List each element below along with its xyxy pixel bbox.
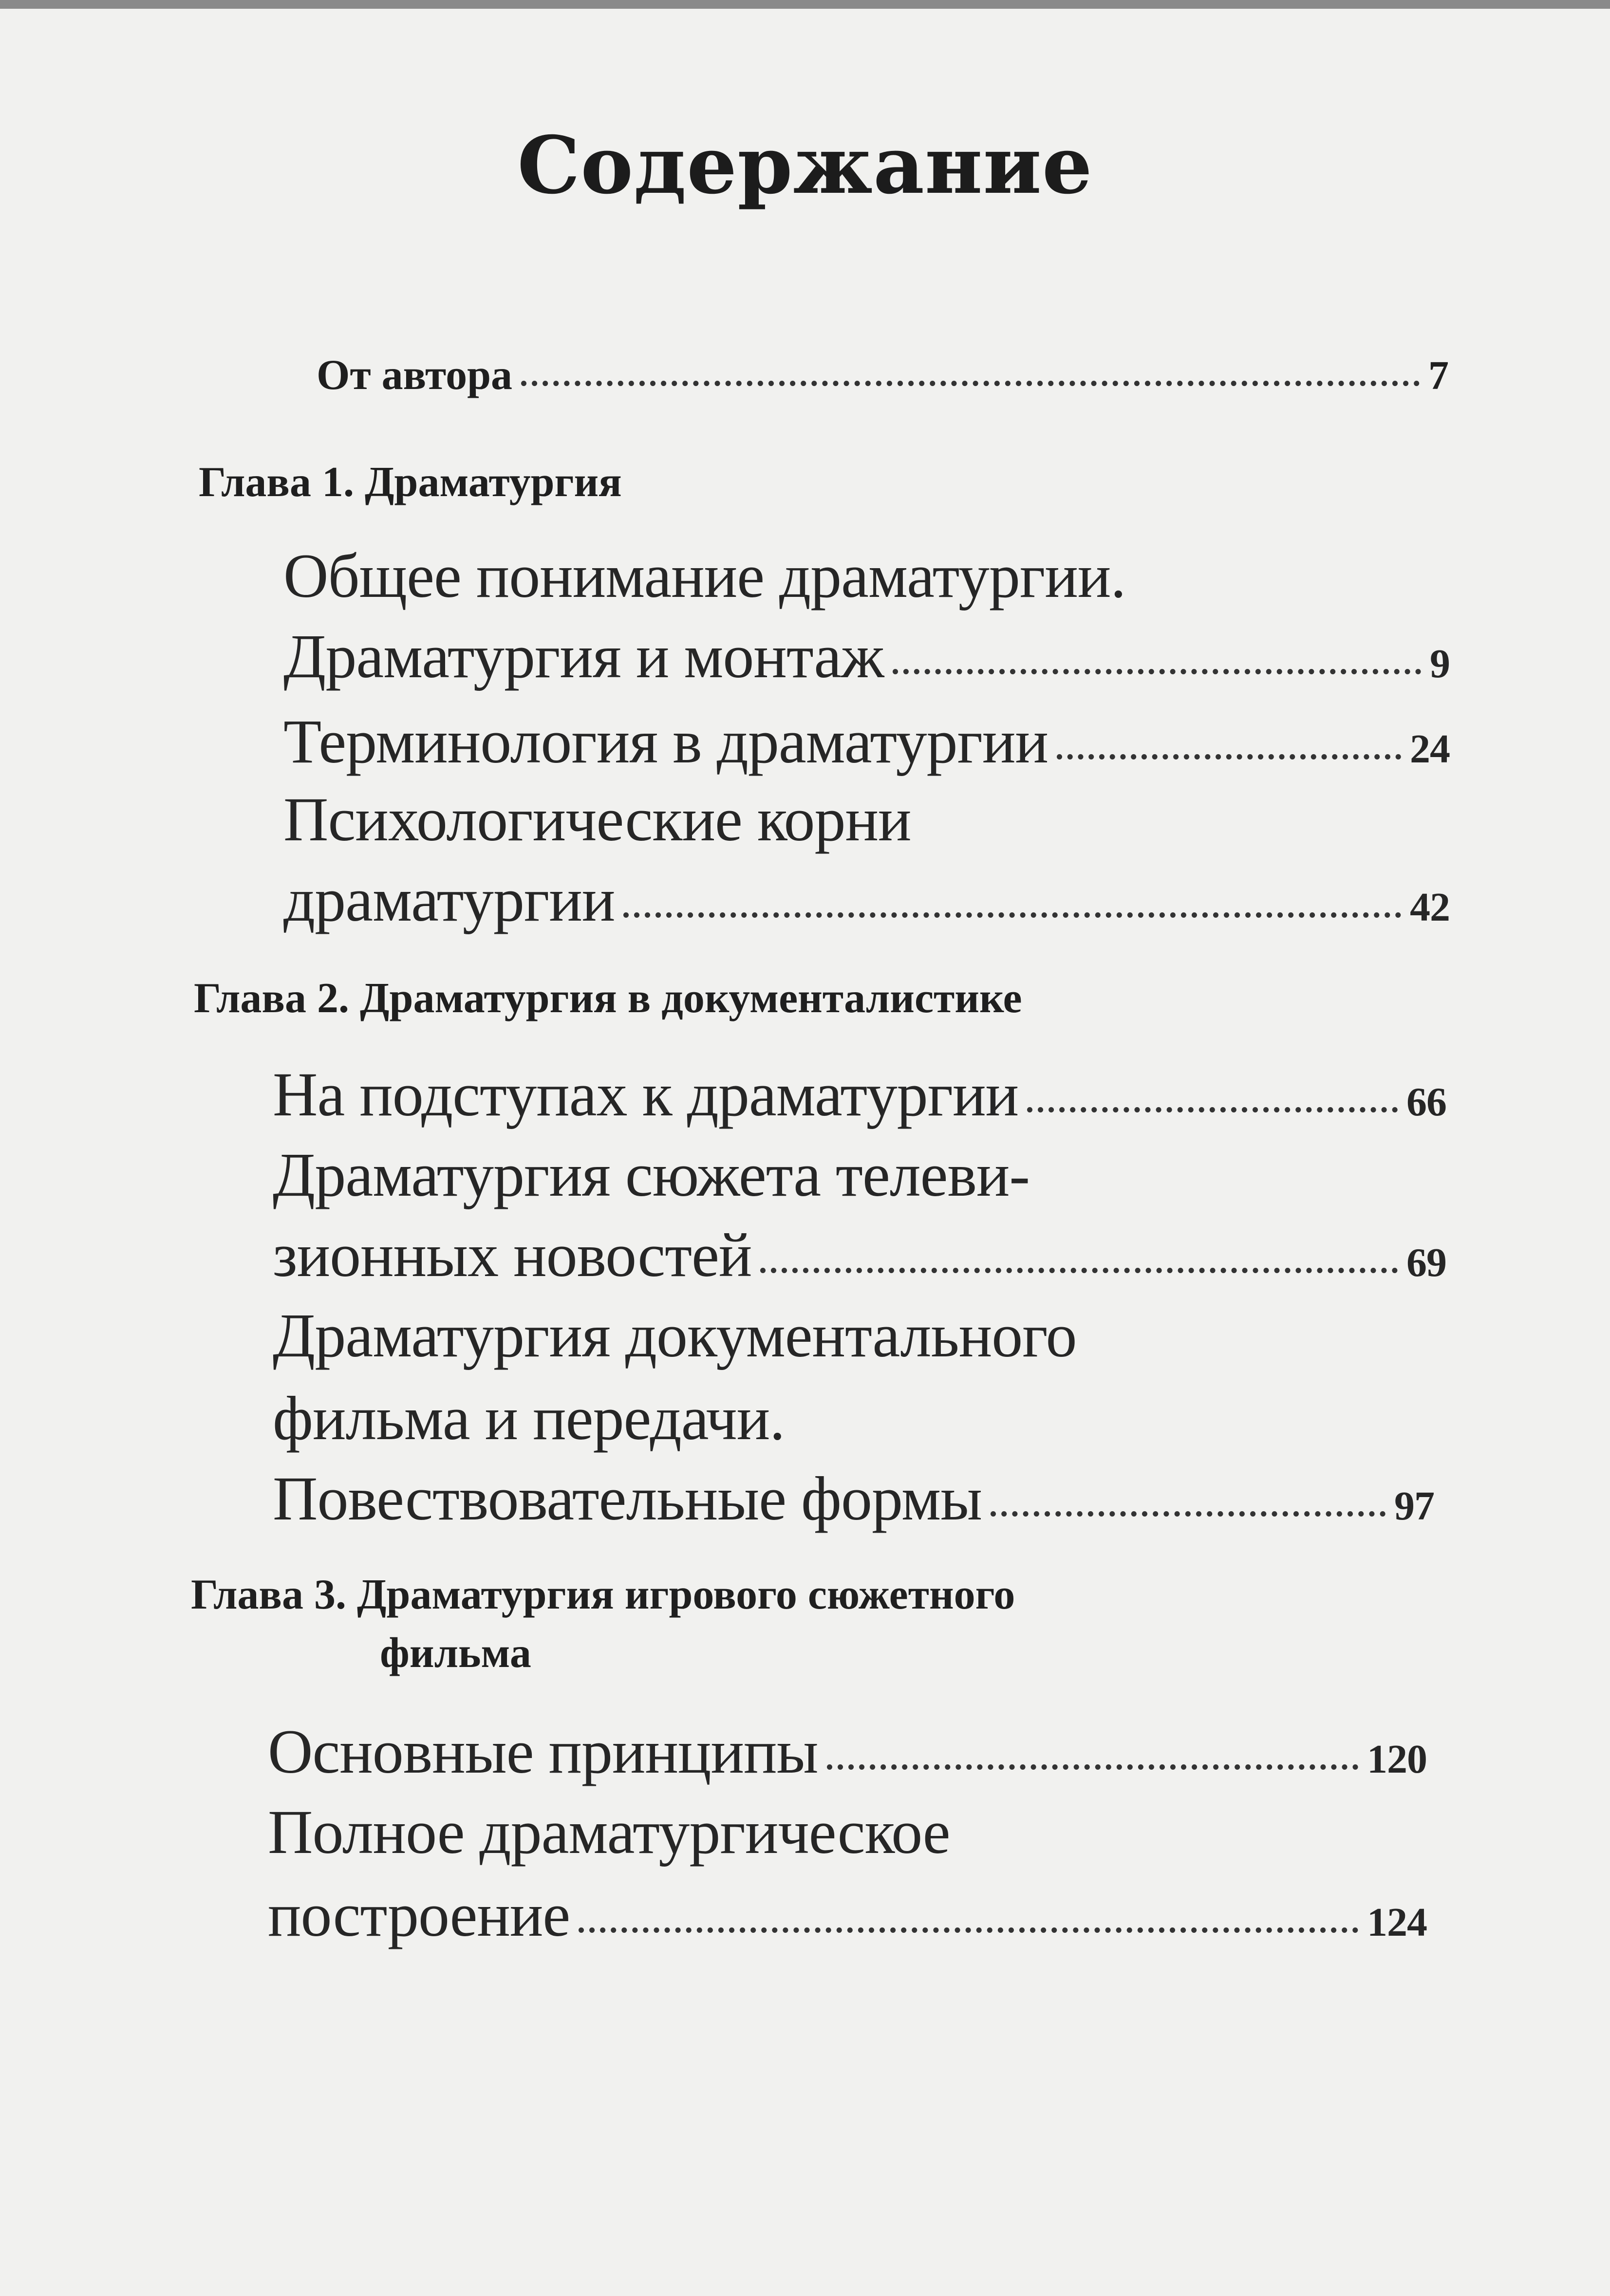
toc-entry-line: фильма и передачи. — [273, 1384, 785, 1453]
toc-entry-label: Терминология в драматургии — [283, 707, 1048, 776]
toc-leader-dots — [623, 912, 1401, 918]
toc-entry-label: зионных новостей — [273, 1221, 752, 1290]
toc-entry-psych-roots[interactable] — [283, 864, 1450, 936]
toc-page-number: 124 — [1367, 1900, 1427, 1945]
chapter-heading-3-cont: фильма — [380, 1629, 531, 1677]
toc-leader-dots — [579, 1927, 1358, 1933]
toc-entry-preface[interactable] — [317, 351, 1449, 400]
chapter-heading-3: Глава 3. Драматургия игрового сюжетного — [191, 1571, 1015, 1618]
toc-page-number: 120 — [1367, 1737, 1427, 1782]
toc-page-number: 7 — [1428, 353, 1449, 398]
toc-entry-line: Драматургия сюжета телеви- — [273, 1140, 1030, 1209]
toc-page-number: 42 — [1410, 885, 1450, 930]
toc-page-number: 24 — [1410, 726, 1450, 772]
toc-page-number: 97 — [1394, 1483, 1434, 1529]
toc-entry-label: Повествовательные формы — [273, 1464, 982, 1533]
toc-entry-line: Драматургия документального — [273, 1301, 1077, 1370]
chapter-heading-2: Глава 2. Драматургия в документалистике — [194, 975, 1022, 1022]
toc-entry-line: Общее понимание драматургии. — [283, 541, 1126, 611]
toc-leader-dots — [521, 381, 1420, 386]
toc-entry-label: драматургии — [283, 865, 615, 934]
toc-entry-label: Драматургия и монтаж — [283, 622, 884, 691]
toc-entry-approaches[interactable] — [273, 1059, 1446, 1130]
toc-entry-line: Полное драматургическое — [268, 1797, 950, 1867]
toc-leader-dots — [760, 1268, 1398, 1273]
toc-entry-label: На подступах к драматургии — [273, 1060, 1019, 1129]
toc-entry-label: Основные принципы — [268, 1717, 818, 1786]
toc-entry-full-construction[interactable] — [268, 1879, 1427, 1951]
toc-entry-label: построение — [268, 1880, 570, 1949]
toc-entry-dramaturgy-montage[interactable] — [283, 621, 1450, 692]
toc-entry-narrative-forms[interactable] — [273, 1463, 1434, 1535]
toc-entry-tv-news[interactable] — [273, 1220, 1446, 1291]
toc-page-number: 66 — [1406, 1079, 1446, 1125]
toc-leader-dots — [991, 1511, 1385, 1517]
toc-entry-basic-principles[interactable] — [268, 1716, 1427, 1788]
toc-page-number: 69 — [1406, 1240, 1446, 1285]
toc-leader-dots — [893, 669, 1421, 674]
toc-page-number: 9 — [1430, 641, 1450, 686]
page-title: Содержание — [517, 119, 1093, 212]
toc-leader-dots — [827, 1764, 1359, 1770]
toc-entry-label: От автора — [317, 352, 513, 399]
toc-entry-terminology[interactable] — [283, 706, 1450, 778]
toc-entry-line: Психологические корни — [283, 785, 911, 854]
toc-leader-dots — [1027, 1107, 1398, 1112]
chapter-heading-1: Глава 1. Драматургия — [199, 459, 622, 506]
toc-leader-dots — [1057, 754, 1401, 759]
